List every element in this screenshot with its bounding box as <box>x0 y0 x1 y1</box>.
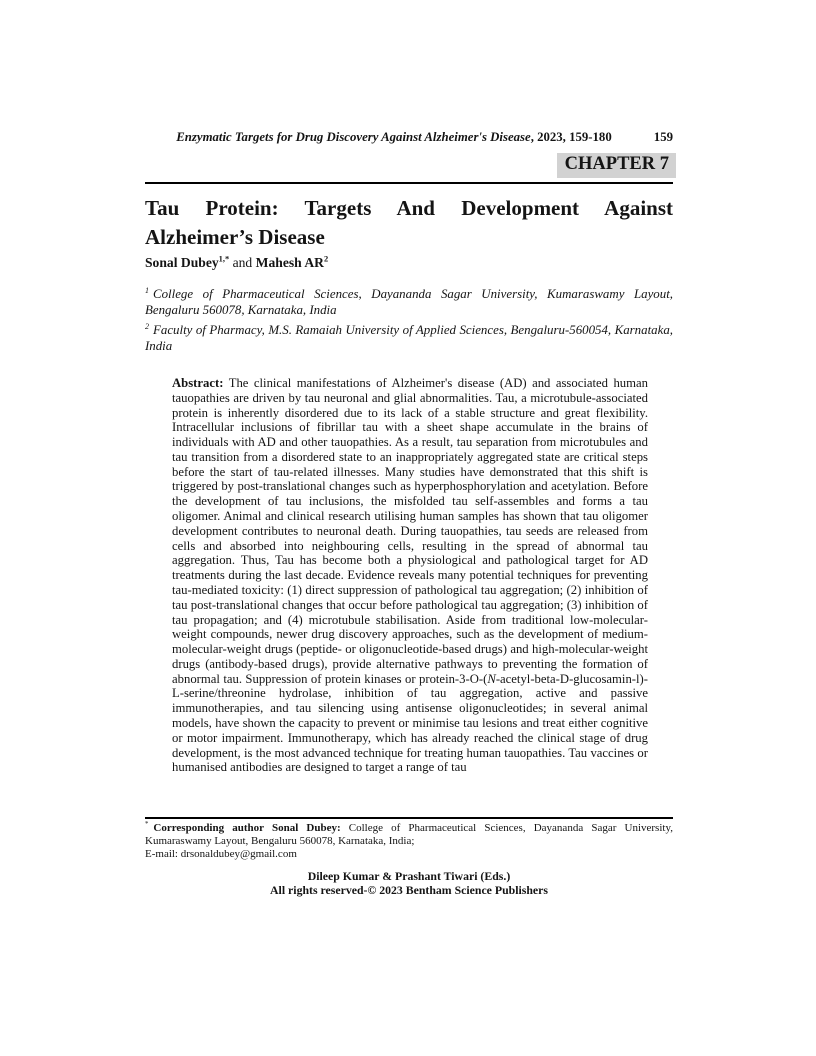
footnote-rule <box>145 817 673 819</box>
author-connector: and <box>229 255 256 270</box>
corresponding-author-footnote <box>145 822 673 862</box>
affiliation-2-text: Faculty of Pharmacy, M.S. Ramaiah University of Applied Sciences, Bengaluru-560054, Karnataka, India <box>145 322 673 354</box>
chapter-row <box>145 153 676 178</box>
authors-line <box>145 255 673 271</box>
affiliations <box>145 286 673 358</box>
page-number: 159 <box>653 130 673 144</box>
author-2-superscript: 2 <box>324 253 329 264</box>
affiliation-2 <box>145 322 673 355</box>
chapter-title-line-1: Tau Protein: Targets And Development Against <box>145 196 673 220</box>
author-1: Sonal Dubey <box>145 255 219 270</box>
abstract-text-part-2: -acetyl-beta-D-glucosamin-l)-L-serine/threonine hydrolase, inhibition of tau aggregation, active and passive immunotherapies, and tau silencing using antisense oligonucleotides; in several animal models, have shown the capacity to prevent or minimise tau lesions and treat either cognitive or motor impairment. Immunotherapy, which has already reached the clinical stage of drug development, is the most advanced technique for treating human tauopathies. Tau vaccines or humanised antibodies are designed to target a range of tau <box>172 671 648 775</box>
footnote-email: E-mail: drsonaldubey@gmail.com <box>145 848 297 861</box>
running-header <box>145 130 673 145</box>
author-1-superscript: 1,* <box>218 253 230 264</box>
affiliation-1-text: College of Pharmaceutical Sciences, Dayananda Sagar University, Kumaraswamy Layout, Bengaluru 560078, Karnataka, India <box>145 287 673 318</box>
affiliation-1 <box>145 286 673 319</box>
header-rule <box>145 182 673 184</box>
abstract-italic-term: N <box>487 671 496 686</box>
abstract-paragraph <box>172 376 648 775</box>
footer-editors-line: Dileep Kumar & Prashant Tiwari (Eds.) <box>307 869 511 883</box>
affiliation-2-marker: 2 <box>145 321 149 331</box>
book-title: Enzymatic Targets for Drug Discovery Against Alzheimer's Disease <box>176 130 531 144</box>
chapter-title-line-2: Alzheimer’s Disease <box>145 224 325 249</box>
footer-rights-line: All rights reserved-© 2023 Bentham Science Publishers <box>270 883 548 898</box>
chapter-label: CHAPTER 7 <box>557 153 676 178</box>
page-footer <box>145 869 673 897</box>
footnote-marker: * <box>145 821 149 829</box>
footnote-text: College of Pharmaceutical Sciences, Dayananda Sagar University, Kumaraswamy Layout, Bengaluru 560078, Karnataka, India; <box>145 822 673 848</box>
footnote-bold-label: Corresponding author Sonal Dubey: <box>153 822 341 834</box>
author-2: Mahesh AR <box>255 255 324 270</box>
citation-suffix: , 2023, 159-180 <box>530 130 612 144</box>
abstract-text-part-1: The clinical manifestations of Alzheimer's disease (AD) and associated human tauopathies are driven by tau neuronal and glial abnormalities. Tau, a microtubule-associated protein is inherently disordered due to its lack of a stable structure and great flexibility. Intracellular inclusions of fibrillar tau with a sheet shape accumulate in the brains of individuals with AD and other tauopathies. As a result, tau separation from microtubules and tau transition from a disordered state to an inappropriately aggregated state are critical steps before the start of tau-related illnesses. Many studies have demonstrated that this shift is triggered by post-translational changes such as hyperphosphorylation and acetylation. Before the development of tau inclusions, the misfolded tau self-assembles and forms a tau oligomer. Animal and clinical research utilising human samples has shown that tau oligomer development contributes to neuronal death. During tauopathies, tau seeds are released from cells and absorbed into neighbouring cells, resulting in the spread of abnormal tau aggregation. Thus, Tau has become both a physiological and pathological target for AD treatments during the last decade. Evidence reveals many potential techniques for preventing tau-mediated toxicity: (1) direct suppression of pathological tau aggregation; (2) inhibition of tau post-translational changes that occur before pathological tau aggregation; (3) inhibition of tau propagation; and (4) microtubule stabilisation. Aside from traditional low-molecular-weight compounds, newer drug discovery approaches, such as the development of medium-molecular-weight drugs (peptide- or oligonucleotide-based drugs) and high-molecular-weight drugs (antibody-based drugs), provide alternative pathways to preventing the formation of abnormal tau. Suppression of protein kinases or protein-3-O-( <box>172 376 648 686</box>
affiliation-1-marker: 1 <box>145 285 149 295</box>
book-citation <box>145 130 673 145</box>
abstract-label: Abstract: <box>172 376 224 390</box>
chapter-title <box>145 194 673 251</box>
